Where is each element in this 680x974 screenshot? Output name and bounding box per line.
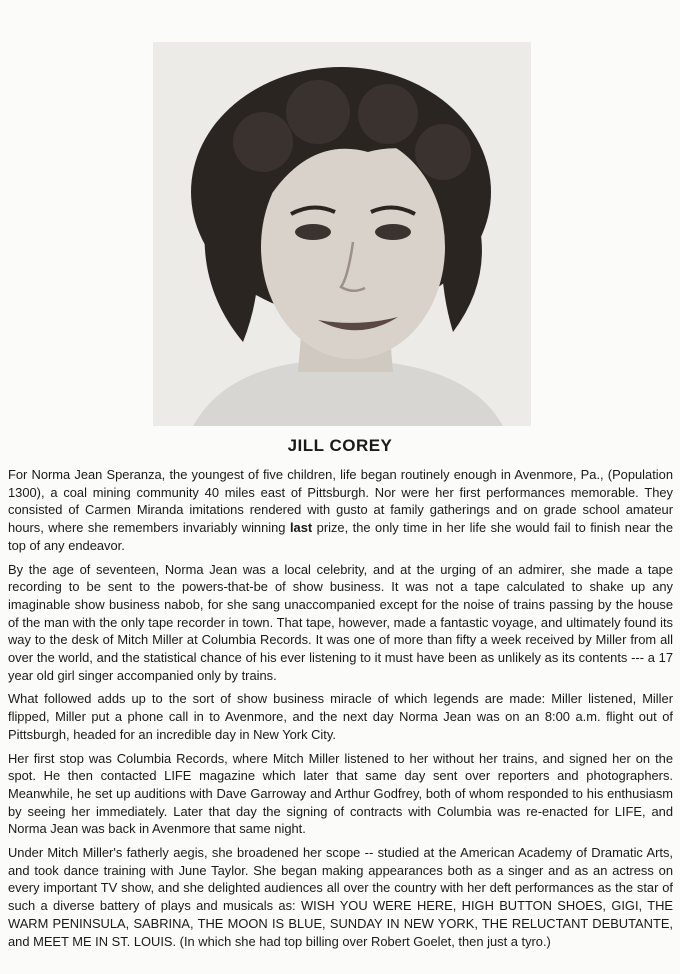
portrait-illustration xyxy=(153,42,531,426)
page-title: JILL COREY xyxy=(287,436,393,455)
paragraph-5: Under Mitch Miller's fatherly aegis, she broadened her scope -- studied at the American Academy of Dramatic Arts, and took dance training with June Taylor. She began making appearances both as a singer and as an actress on every important TV show, and she delighted audiences all over the country with her deft performances as the star of such a diverse battery of plays and musicals as: WISH YOU WERE HERE, HIGH BUTTON SHOES, GIGI, THE WARM PENINSULA, SABRINA, THE MOON IS BLUE, SUNDAY IN NEW YORK, THE RELUCTANT DEBUTANTE, and MEET ME IN ST. LOUIS. (In which she had top billing over Robert Goelet, then just a tyro.) xyxy=(8,845,673,949)
paragraph-2: By the age of seventeen, Norma Jean was a local celebrity, and at the urging of an admirer, she made a tape recording to be sent to the powers-that-be of show business. It was not a tape calculated to shake up any imaginable show business nabob, for she sang unaccompanied except for the noise of trains passing by the house of the man with the only tape recorder in town. That tape, however, made a fantastic voyage, and ultimately found its way to the desk of Mitch Miller at Columbia Records. It was one of more than fifty a week received by Miller from all over the world, and the statistical chance of his ever listening to it must have been as unlikely as its contents --- a 17 year old girl singer accompanied only by trains. xyxy=(8,561,673,683)
portrait-photo xyxy=(153,42,531,426)
paragraph-4: Her first stop was Columbia Records, where Mitch Miller listened to her without her trains, and signed her on the spot. He then contacted LIFE magazine which later that same day sent over reporters and photographers. Meanwhile, he set up auditions with Dave Garroway and Arthur Godfrey, both of whom responded to his enthusiasm by seeing her immediately. Later that day the signing of contracts with Columbia was re-enacted for LIFE, and Norma Jean was back in Avenmore that same night. xyxy=(8,750,673,837)
biography-text xyxy=(8,466,673,956)
paragraph-1: For Norma Jean Speranza, the youngest of five children, life began routinely enough in Avenmore, Pa., (Population 1300), a coal mining community 40 miles east of Pittsburgh. Nor were her first performances memorable. They consisted of Carmen Miranda imitations rendered with gusto at family gatherings and on grade school amateur hours, where she remembers invariably winning last prize, the only time in her life she would fail to finish near the top of any endeavor. xyxy=(8,467,673,553)
emphasis-last: last xyxy=(289,520,313,536)
paragraph-3: What followed adds up to the sort of show business miracle of which legends are made: Miller listened, Miller flipped, Miller put a phone call in to Avenmore, and the next day Norma Jean was on an 8:00 a.m. flight out of Pittsburgh, headed for an incredible day in New York City. xyxy=(8,691,673,742)
